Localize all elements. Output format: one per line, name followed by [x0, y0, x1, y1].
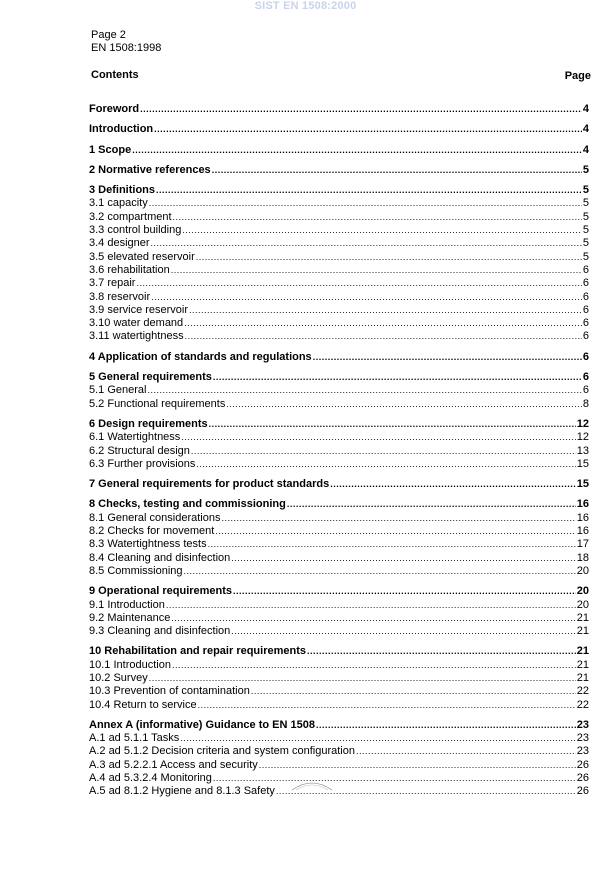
toc-group [89, 645, 589, 711]
toc-entry-page: 13 [576, 444, 589, 457]
dot-leader [184, 565, 576, 578]
standard-id: EN 1508:1998 [91, 42, 162, 54]
toc-heading[interactable] [89, 719, 589, 732]
dot-leader [149, 672, 576, 685]
toc-entry-title: 3 Definitions [89, 184, 156, 197]
toc-entry-title: 1 Scope [89, 143, 132, 156]
toc-entry-page: 20 [576, 585, 589, 598]
toc-entry-title: A.2 ad 5.1.2 Decision criteria and system configuration [89, 745, 355, 758]
toc-entry[interactable] [89, 264, 589, 277]
dot-leader [198, 699, 576, 712]
dot-leader [212, 164, 582, 177]
toc-entry-page: 26 [576, 758, 589, 771]
toc-entry-title: 9 Operational requirements [89, 585, 233, 598]
toc-heading[interactable] [89, 498, 589, 511]
toc-entry-title: A.3 ad 5.2.2.1 Access and security [89, 758, 258, 771]
toc-entry-title: 10.4 Return to service [89, 698, 197, 711]
toc-entry[interactable] [89, 398, 589, 411]
toc-entry-title: Foreword [89, 103, 140, 115]
dot-leader [182, 224, 582, 237]
toc-entry-page: 16 [576, 511, 589, 524]
toc-group [89, 103, 589, 116]
toc-entry-title: 2 Normative references [89, 163, 211, 176]
toc-entry-page: 21 [576, 611, 589, 624]
toc-entry-title: 3.10 water demand [89, 317, 184, 330]
toc-entry-page: 21 [576, 625, 589, 638]
dot-leader [184, 317, 582, 330]
dot-leader [136, 277, 581, 290]
toc-heading[interactable] [89, 371, 589, 384]
page-number: Page 2 [91, 29, 126, 41]
dot-leader [226, 398, 582, 411]
toc-entry[interactable] [89, 552, 589, 565]
dot-leader [132, 144, 582, 157]
toc-entry[interactable] [89, 277, 589, 290]
toc-entry-title: 5.2 Functional requirements [89, 397, 226, 410]
dot-leader [251, 685, 576, 698]
toc-entry-title: 5 General requirements [89, 371, 212, 384]
dot-leader [173, 211, 582, 224]
toc-entry-page: 4 [582, 143, 589, 156]
toc-entry-title: A.4 ad 5.3.2.4 Monitoring [89, 772, 212, 785]
toc-entry-page: 5 [582, 163, 589, 176]
dot-leader [307, 645, 576, 658]
toc-entry[interactable] [89, 612, 589, 625]
toc-entry-title: 3.6 rehabilitation [89, 263, 170, 276]
toc-entry-page: 5 [582, 210, 589, 223]
toc-entry[interactable] [89, 699, 589, 712]
dot-leader [151, 237, 582, 250]
toc-entry[interactable] [89, 745, 589, 758]
toc-entry-title: 8 Checks, testing and commissioning [89, 498, 286, 511]
toc-entry-title: 3.3 control building [89, 224, 182, 237]
dot-leader [221, 512, 575, 525]
toc-entry-page: 23 [576, 732, 589, 745]
dot-leader [330, 478, 576, 491]
toc-entry[interactable] [89, 211, 589, 224]
toc-entry-page: 12 [576, 417, 589, 430]
toc-entry-title: 10.1 Introduction [89, 658, 171, 671]
toc-heading[interactable] [89, 123, 589, 136]
toc-entry-title: 4 Application of standards and regulations [89, 350, 312, 363]
dot-leader [196, 251, 582, 264]
toc-entry[interactable] [89, 672, 589, 685]
toc-entry-page: 17 [576, 538, 589, 551]
toc-heading[interactable] [89, 418, 589, 431]
toc-heading[interactable] [89, 585, 589, 598]
dot-leader [140, 103, 582, 116]
watermark: SIST EN 1508:2000 [254, 0, 357, 12]
toc-group [89, 371, 589, 411]
toc-entry-page: 16 [576, 525, 589, 538]
toc-heading[interactable] [89, 103, 589, 116]
toc-entry-page: 20 [576, 564, 589, 577]
toc-entry-title: 5.1 General [89, 384, 147, 397]
toc-entry-page: 6 [582, 303, 589, 316]
dot-leader [213, 772, 576, 785]
stamp-mark [290, 778, 334, 792]
toc-heading[interactable] [89, 351, 589, 364]
toc-entry-title: 10.3 Prevention of contamination [89, 685, 250, 698]
dot-leader [149, 197, 582, 210]
toc-group [89, 144, 589, 157]
dot-leader [185, 330, 582, 343]
dot-leader [213, 371, 582, 384]
toc-group [89, 478, 589, 491]
toc-group [89, 418, 589, 471]
toc-entry-title: 8.2 Checks for movement [89, 525, 215, 538]
toc-entry[interactable] [89, 431, 589, 444]
toc-entry[interactable] [89, 659, 589, 672]
dot-leader [191, 445, 576, 458]
toc-entry-title: 8.1 General considerations [89, 511, 221, 524]
toc-entry-page: 26 [576, 785, 589, 798]
toc-entry[interactable] [89, 237, 589, 250]
toc-entry-title: 7 General requirements for product standards [89, 478, 330, 491]
toc-group [89, 585, 589, 638]
toc-entry-title: Annex A (informative) Guidance to EN 1508 [89, 718, 315, 731]
toc-group [89, 123, 589, 136]
toc-entry-title: 8.4 Cleaning and disinfection [89, 551, 231, 564]
toc-entry-title: 3.9 service reservoir [89, 303, 189, 316]
toc-entry-page: 21 [576, 658, 589, 671]
toc-entry-page: 20 [576, 598, 589, 611]
dot-leader [147, 384, 581, 397]
toc-entry-page: 6 [582, 277, 589, 290]
toc-entry-title: A.1 ad 5.1.1 Tasks [89, 732, 180, 745]
toc-entry-page: 16 [576, 498, 589, 511]
toc-heading[interactable] [89, 184, 589, 197]
toc-entry[interactable] [89, 785, 589, 798]
dot-leader [209, 418, 576, 431]
table-of-contents [89, 103, 589, 806]
toc-entry-page: 6 [582, 384, 589, 397]
toc-group [89, 164, 589, 177]
toc-group [89, 498, 589, 578]
toc-entry[interactable] [89, 512, 589, 525]
contents-title: Contents [91, 69, 139, 81]
toc-entry-title: 6.3 Further provisions [89, 457, 196, 470]
toc-entry-title: 6.1 Watertightness [89, 431, 181, 444]
toc-entry-page: 26 [576, 772, 589, 785]
toc-entry-page: 15 [576, 478, 589, 491]
toc-entry-page: 5 [582, 250, 589, 263]
dot-leader [313, 351, 582, 364]
dot-leader [156, 184, 582, 197]
toc-entry-title: 10 Rehabilitation and repair requirements [89, 645, 307, 658]
toc-entry-title: 6 Design requirements [89, 417, 208, 430]
toc-entry-page: 6 [582, 317, 589, 330]
toc-entry-page: 5 [582, 184, 589, 197]
toc-entry-title: 8.3 Watertightness tests [89, 538, 207, 551]
toc-entry-title: 3.7 repair [89, 277, 136, 290]
dot-leader [259, 759, 576, 772]
dot-leader [166, 599, 576, 612]
toc-heading[interactable] [89, 478, 589, 491]
toc-entry-page: 5 [582, 197, 589, 210]
toc-entry[interactable] [89, 330, 589, 343]
toc-entry[interactable] [89, 772, 589, 785]
toc-group [89, 719, 589, 799]
toc-entry[interactable] [89, 445, 589, 458]
toc-entry-page: 5 [582, 224, 589, 237]
toc-entry-page: 6 [582, 330, 589, 343]
toc-entry-title: 3.5 elevated reservoir [89, 250, 195, 263]
toc-entry-title: Introduction [89, 123, 154, 136]
toc-entry[interactable] [89, 224, 589, 237]
dot-leader [231, 552, 575, 565]
toc-entry-page: 22 [576, 698, 589, 711]
toc-entry[interactable] [89, 685, 589, 698]
toc-entry-page: 15 [576, 457, 589, 470]
toc-entry[interactable] [89, 197, 589, 210]
toc-entry[interactable] [89, 625, 589, 638]
toc-entry[interactable] [89, 732, 589, 745]
toc-entry[interactable] [89, 599, 589, 612]
toc-entry[interactable] [89, 304, 589, 317]
page-column-title: Page [564, 70, 591, 82]
toc-entry-title: 6.2 Structural design [89, 444, 190, 457]
toc-entry-page: 21 [576, 671, 589, 684]
toc-heading[interactable] [89, 164, 589, 177]
toc-entry-page: 8 [582, 397, 589, 410]
dot-leader [151, 291, 582, 304]
toc-entry-title: 9.3 Cleaning and disinfection [89, 625, 231, 638]
toc-entry-title: 8.5 Commissioning [89, 564, 183, 577]
toc-entry[interactable] [89, 538, 589, 551]
dot-leader [171, 264, 582, 277]
toc-entry-title: 10.2 Survey [89, 671, 148, 684]
dot-leader [189, 304, 582, 317]
toc-group [89, 351, 589, 364]
toc-entry-title: 9.1 Introduction [89, 598, 165, 611]
dot-leader [316, 719, 576, 732]
toc-entry[interactable] [89, 759, 589, 772]
toc-entry-page: 21 [576, 645, 589, 658]
toc-entry-page: 6 [582, 263, 589, 276]
toc-entry-title: 9.2 Maintenance [89, 611, 171, 624]
toc-heading[interactable] [89, 645, 589, 658]
toc-entry[interactable] [89, 251, 589, 264]
toc-entry[interactable] [89, 384, 589, 397]
toc-entry[interactable] [89, 525, 589, 538]
dot-leader [172, 659, 576, 672]
dot-leader [196, 458, 575, 471]
dot-leader [233, 585, 576, 598]
toc-entry-title: A.5 ad 8.1.2 Hygiene and 8.1.3 Safety [89, 785, 275, 798]
toc-entry-title: 3.1 capacity [89, 197, 148, 210]
toc-entry-title: 3.4 designer [89, 237, 150, 250]
toc-entry-page: 23 [576, 745, 589, 758]
toc-entry-page: 23 [576, 718, 589, 731]
dot-leader [154, 123, 582, 136]
toc-heading[interactable] [89, 144, 589, 157]
toc-entry-title: 3.2 compartment [89, 210, 172, 223]
toc-entry-page: 6 [582, 371, 589, 384]
toc-entry-page: 12 [576, 431, 589, 444]
toc-entry[interactable] [89, 565, 589, 578]
toc-entry-page: 5 [582, 237, 589, 250]
toc-entry-page: 4 [582, 123, 589, 136]
dot-leader [215, 525, 575, 538]
dot-leader [181, 431, 575, 444]
toc-group [89, 184, 589, 344]
toc-entry-page: 6 [582, 290, 589, 303]
toc-entry-page: 22 [576, 685, 589, 698]
toc-entry[interactable] [89, 458, 589, 471]
toc-entry-title: 3.8 reservoir [89, 290, 151, 303]
toc-entry-title: 3.11 watertightness [89, 330, 184, 343]
dot-leader [287, 498, 576, 511]
toc-entry-page: 4 [582, 103, 589, 115]
dot-leader [208, 538, 576, 551]
dot-leader [231, 625, 575, 638]
dot-leader [180, 732, 575, 745]
toc-entry[interactable] [89, 317, 589, 330]
toc-entry[interactable] [89, 291, 589, 304]
dot-leader [356, 745, 576, 758]
toc-entry-page: 18 [576, 551, 589, 564]
toc-entry-page: 6 [582, 350, 589, 363]
dot-leader [171, 612, 575, 625]
